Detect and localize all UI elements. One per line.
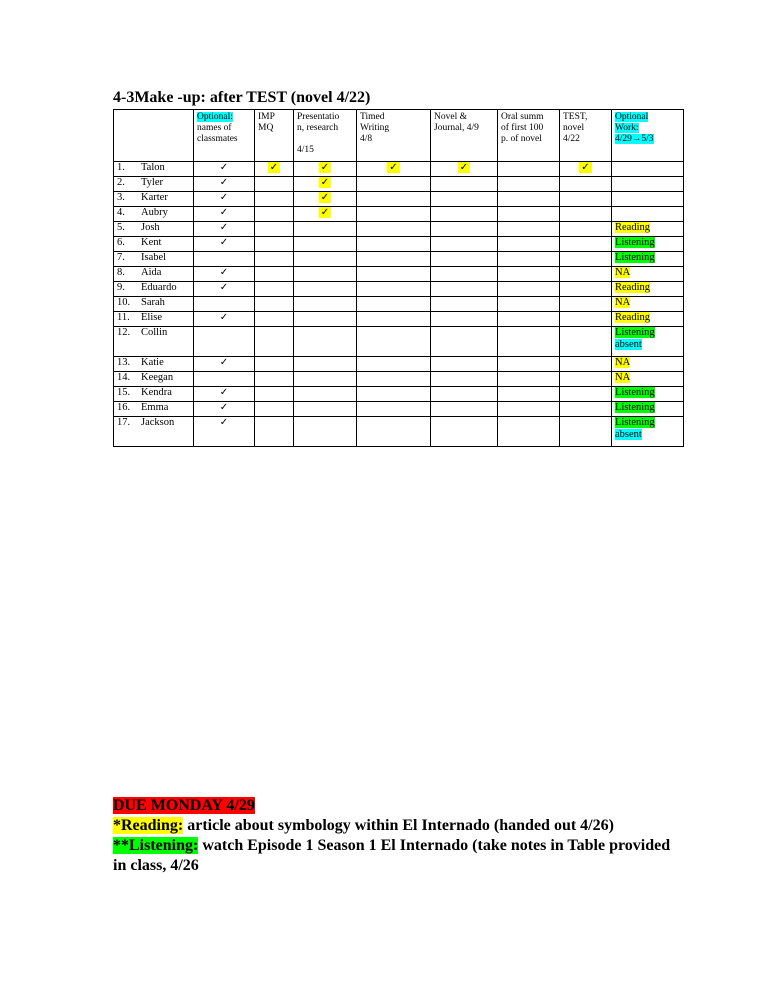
table-row [114, 177, 684, 192]
check-cell-timed [357, 297, 431, 312]
check-cell-novel [431, 312, 498, 327]
header-imp-mq [255, 110, 294, 162]
makeup-table [113, 109, 684, 447]
student-name-cell [114, 267, 194, 282]
student-number: 12. [117, 327, 131, 338]
check-cell-oral [498, 177, 560, 192]
check-cell-novel [431, 417, 498, 447]
student-number: 4. [117, 207, 125, 218]
check-cell-novel [431, 222, 498, 237]
due-heading: DUE MONDAY 4/29 [113, 797, 255, 814]
check-cell-novel [431, 327, 498, 357]
student-name: Keegan [141, 372, 174, 383]
table-row [114, 267, 684, 282]
header-work-line2: Work: [615, 123, 639, 133]
table-row [114, 282, 684, 297]
student-name: Tyler [141, 177, 164, 188]
check-cell-presentation [294, 207, 357, 222]
student-name: Karter [141, 192, 168, 203]
student-number: 2. [117, 177, 125, 188]
check-cell-imp [255, 222, 294, 237]
work-note: absent [615, 429, 642, 440]
student-name-cell [114, 327, 194, 357]
header-optional-names-label: Optional: [197, 112, 233, 122]
optional-work-cell [612, 357, 684, 372]
student-name: Jackson [141, 417, 175, 428]
header-test-line2: novel [563, 123, 585, 133]
check-cell-imp [255, 417, 294, 447]
check-icon: ✓ [219, 312, 229, 323]
optional-work-cell [612, 282, 684, 297]
check-icon: ✓ [320, 192, 330, 203]
check-icon: ✓ [219, 387, 229, 398]
check-cell-test [560, 327, 612, 357]
check-cell-novel [431, 372, 498, 387]
work-status: Reading [615, 222, 650, 233]
check-cell-presentation [294, 162, 357, 177]
student-number: 14. [117, 372, 131, 383]
optional-work-cell [612, 417, 684, 447]
student-name-cell [114, 192, 194, 207]
student-name-cell [114, 297, 194, 312]
check-cell-timed [357, 402, 431, 417]
check-cell-timed [357, 387, 431, 402]
check-cell-timed [357, 267, 431, 282]
check-cell-optional [194, 192, 255, 207]
student-name: Katie [141, 357, 164, 368]
check-cell-imp [255, 192, 294, 207]
check-cell-presentation [294, 177, 357, 192]
table-row [114, 237, 684, 252]
check-cell-test [560, 252, 612, 267]
check-cell-timed [357, 192, 431, 207]
listening-text: watch Episode 1 Season 1 El Internado (take notes in Table provided in class, 4/26 [113, 837, 671, 874]
table-row [114, 192, 684, 207]
student-number: 1. [117, 162, 125, 173]
student-name-cell [114, 387, 194, 402]
table-row [114, 357, 684, 372]
check-cell-optional [194, 402, 255, 417]
check-cell-novel [431, 387, 498, 402]
optional-work-cell [612, 252, 684, 267]
check-cell-imp [255, 177, 294, 192]
header-test-date: 4/22 [563, 134, 580, 144]
check-cell-optional [194, 267, 255, 282]
header-pres-line1: Presentatio [297, 112, 340, 122]
student-name-cell [114, 402, 194, 417]
check-icon: ✓ [219, 192, 229, 203]
work-status: NA [615, 357, 631, 368]
check-cell-test [560, 222, 612, 237]
check-cell-test [560, 387, 612, 402]
check-cell-test [560, 282, 612, 297]
check-cell-presentation [294, 312, 357, 327]
check-cell-novel [431, 357, 498, 372]
student-name-cell [114, 357, 194, 372]
header-work-line1: Optional [615, 112, 649, 122]
check-cell-presentation [294, 387, 357, 402]
header-oral-line2: of first 100 [501, 123, 544, 133]
student-number: 9. [117, 282, 125, 293]
check-cell-presentation [294, 267, 357, 282]
student-name: Isabel [141, 252, 167, 263]
header-imp-line1: IMP [258, 112, 275, 122]
check-icon: ✓ [389, 162, 398, 173]
check-cell-oral [498, 282, 560, 297]
work-status: NA [615, 297, 631, 308]
header-optional-names-line3: classmates [197, 134, 238, 144]
check-cell-timed [357, 312, 431, 327]
check-cell-imp [255, 162, 294, 177]
optional-work-cell [612, 312, 684, 327]
check-cell-novel [431, 252, 498, 267]
check-cell-test [560, 417, 612, 447]
check-cell-optional [194, 222, 255, 237]
check-cell-presentation [294, 297, 357, 312]
work-note: absent [615, 339, 642, 350]
check-cell-imp [255, 327, 294, 357]
work-status: NA [615, 267, 631, 278]
reading-text: article about symbology within El Internado (handed out 4/26) [183, 817, 614, 834]
check-cell-oral [498, 297, 560, 312]
check-cell-optional [194, 357, 255, 372]
student-name: Josh [141, 222, 160, 233]
check-icon: ✓ [219, 417, 229, 428]
check-cell-oral [498, 417, 560, 447]
check-cell-novel [431, 237, 498, 252]
check-cell-test [560, 207, 612, 222]
optional-work-cell [612, 372, 684, 387]
check-cell-presentation [294, 252, 357, 267]
check-cell-imp [255, 372, 294, 387]
check-cell-oral [498, 252, 560, 267]
check-cell-novel [431, 177, 498, 192]
check-icon: ✓ [219, 162, 229, 173]
student-name-cell [114, 417, 194, 447]
check-cell-test [560, 312, 612, 327]
work-status: Reading [615, 312, 650, 323]
check-icon: ✓ [219, 267, 229, 278]
student-number: 16. [117, 402, 131, 413]
check-cell-optional [194, 162, 255, 177]
due-notice [113, 796, 673, 876]
check-cell-novel [431, 282, 498, 297]
header-test-novel [560, 110, 612, 162]
optional-work-cell [612, 207, 684, 222]
reading-label: *Reading: [113, 817, 184, 834]
optional-work-cell [612, 237, 684, 252]
student-number: 15. [117, 387, 131, 398]
table-row [114, 297, 684, 312]
check-cell-oral [498, 357, 560, 372]
page-title: 4-3Make -up: after TEST (novel 4/22) [113, 89, 371, 106]
student-rows [114, 162, 684, 447]
header-optional-names [194, 110, 255, 162]
student-name: Elise [141, 312, 162, 323]
table-row [114, 402, 684, 417]
table-row [114, 162, 684, 177]
check-cell-timed [357, 162, 431, 177]
check-cell-timed [357, 252, 431, 267]
student-name-cell [114, 372, 194, 387]
check-cell-optional [194, 177, 255, 192]
header-student [114, 110, 194, 162]
check-cell-imp [255, 402, 294, 417]
check-cell-optional [194, 312, 255, 327]
check-cell-novel [431, 297, 498, 312]
header-timed-line2: Writing [360, 123, 390, 133]
header-timed-date: 4/8 [360, 134, 373, 144]
header-test-line1: TEST, [563, 112, 588, 122]
check-icon: ✓ [219, 402, 229, 413]
student-name: Aida [141, 267, 162, 278]
header-oral-line1: Oral summ [501, 112, 544, 122]
check-icon: ✓ [219, 177, 229, 188]
work-status: Listening [615, 252, 655, 263]
check-cell-imp [255, 312, 294, 327]
student-name: Talon [141, 162, 165, 173]
header-imp-line2: MQ [258, 123, 274, 133]
check-icon: ✓ [459, 162, 469, 173]
check-icon: ✓ [219, 282, 229, 293]
check-cell-imp [255, 387, 294, 402]
student-number: 13. [117, 357, 131, 368]
header-work-dates: 4/29→5/3 [615, 134, 654, 144]
student-number: 7. [117, 252, 125, 263]
check-cell-presentation [294, 222, 357, 237]
header-timed-writing [357, 110, 431, 162]
student-name: Eduardo [141, 282, 177, 293]
work-status: Listening [615, 327, 655, 338]
check-cell-oral [498, 387, 560, 402]
header-optional-names-line2: names of [197, 123, 232, 133]
student-name-cell [114, 312, 194, 327]
table-row [114, 222, 684, 237]
check-cell-presentation [294, 357, 357, 372]
work-status: Listening [615, 417, 655, 428]
check-icon: ✓ [581, 162, 590, 173]
header-presentation [294, 110, 357, 162]
check-cell-oral [498, 207, 560, 222]
check-icon: ✓ [269, 162, 279, 173]
student-name-cell [114, 177, 194, 192]
check-cell-test [560, 177, 612, 192]
check-cell-novel [431, 402, 498, 417]
check-icon: ✓ [219, 357, 229, 368]
check-cell-test [560, 267, 612, 282]
check-cell-presentation [294, 282, 357, 297]
header-row [114, 110, 684, 162]
optional-work-cell [612, 402, 684, 417]
optional-work-cell [612, 177, 684, 192]
table-row [114, 207, 684, 222]
check-cell-oral [498, 372, 560, 387]
student-name: Emma [141, 402, 169, 413]
check-cell-optional [194, 327, 255, 357]
work-status: NA [615, 372, 631, 383]
work-status: Reading [615, 282, 650, 293]
work-status: Listening [615, 237, 655, 248]
check-cell-test [560, 372, 612, 387]
check-cell-oral [498, 237, 560, 252]
table-row [114, 417, 684, 447]
check-cell-novel [431, 192, 498, 207]
optional-work-cell [612, 297, 684, 312]
optional-work-cell [612, 162, 684, 177]
table-row [114, 252, 684, 267]
check-icon: ✓ [320, 177, 330, 188]
check-cell-optional [194, 372, 255, 387]
check-cell-timed [357, 327, 431, 357]
listening-label: **Listening: [113, 837, 199, 854]
student-name-cell [114, 162, 194, 177]
check-cell-novel [431, 267, 498, 282]
table-row [114, 387, 684, 402]
check-cell-novel [431, 162, 498, 177]
work-status: Listening [615, 387, 655, 398]
check-cell-test [560, 192, 612, 207]
check-cell-presentation [294, 237, 357, 252]
check-cell-oral [498, 402, 560, 417]
student-name-cell [114, 222, 194, 237]
student-number: 3. [117, 192, 125, 203]
student-number: 8. [117, 267, 125, 278]
student-number: 17. [117, 417, 131, 428]
check-icon: ✓ [219, 207, 229, 218]
check-cell-presentation [294, 327, 357, 357]
check-cell-presentation [294, 402, 357, 417]
check-cell-optional [194, 387, 255, 402]
student-number: 5. [117, 222, 125, 233]
check-cell-novel [431, 207, 498, 222]
student-name-cell [114, 282, 194, 297]
check-icon: ✓ [219, 222, 229, 233]
header-novel-line1: Novel & [434, 112, 467, 122]
header-optional-work [612, 110, 684, 162]
check-cell-timed [357, 237, 431, 252]
student-name: Aubry [141, 207, 168, 218]
check-cell-imp [255, 207, 294, 222]
check-cell-imp [255, 267, 294, 282]
optional-work-cell [612, 192, 684, 207]
check-cell-oral [498, 162, 560, 177]
student-number: 11. [117, 312, 130, 323]
check-icon: ✓ [219, 237, 229, 248]
header-pres-line2: n, research [297, 123, 339, 133]
check-cell-timed [357, 177, 431, 192]
work-status: Listening [615, 402, 655, 413]
check-cell-optional [194, 297, 255, 312]
student-name: Kent [141, 237, 162, 248]
check-cell-timed [357, 222, 431, 237]
check-cell-imp [255, 297, 294, 312]
header-pres-date: 4/15 [297, 145, 314, 155]
check-cell-timed [357, 282, 431, 297]
student-number: 10. [117, 297, 131, 308]
student-name: Kendra [141, 387, 172, 398]
table-row [114, 327, 684, 357]
header-oral-summ [498, 110, 560, 162]
check-cell-optional [194, 237, 255, 252]
check-cell-optional [194, 207, 255, 222]
check-cell-oral [498, 192, 560, 207]
check-cell-oral [498, 222, 560, 237]
check-cell-optional [194, 282, 255, 297]
header-timed-line1: Timed [360, 112, 385, 122]
student-name: Collin [141, 327, 168, 338]
student-name-cell [114, 237, 194, 252]
header-novel-line2: Journal, 4/9 [434, 123, 479, 133]
check-cell-optional [194, 252, 255, 267]
check-cell-test [560, 357, 612, 372]
check-cell-timed [357, 357, 431, 372]
check-cell-test [560, 297, 612, 312]
check-cell-imp [255, 252, 294, 267]
check-cell-imp [255, 237, 294, 252]
check-cell-presentation [294, 372, 357, 387]
check-cell-test [560, 402, 612, 417]
student-name: Sarah [141, 297, 165, 308]
check-cell-oral [498, 327, 560, 357]
student-number: 6. [117, 237, 125, 248]
check-cell-timed [357, 417, 431, 447]
optional-work-cell [612, 327, 684, 357]
student-name-cell [114, 252, 194, 267]
header-oral-line3: p. of novel [501, 134, 542, 144]
check-icon: ✓ [320, 207, 330, 218]
optional-work-cell [612, 387, 684, 402]
check-cell-oral [498, 267, 560, 282]
check-cell-timed [357, 372, 431, 387]
table-row [114, 372, 684, 387]
check-cell-presentation [294, 192, 357, 207]
table-row [114, 312, 684, 327]
optional-work-cell [612, 222, 684, 237]
header-novel-journal [431, 110, 498, 162]
check-cell-test [560, 162, 612, 177]
check-cell-test [560, 237, 612, 252]
check-cell-imp [255, 357, 294, 372]
check-cell-optional [194, 417, 255, 447]
check-cell-imp [255, 282, 294, 297]
student-name-cell [114, 207, 194, 222]
check-cell-oral [498, 312, 560, 327]
check-cell-presentation [294, 417, 357, 447]
check-icon: ✓ [320, 162, 330, 173]
check-cell-timed [357, 207, 431, 222]
optional-work-cell [612, 267, 684, 282]
